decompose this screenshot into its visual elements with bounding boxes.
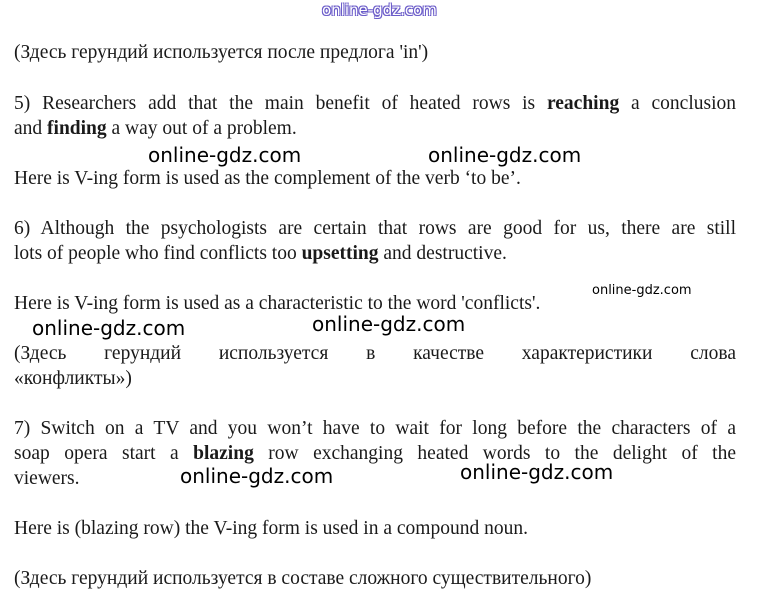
item-6-russian-line-2: «конфликты») [14, 368, 132, 389]
watermark: online-gdz.com [592, 283, 692, 298]
russian-note-1: (Здесь герундий используется после предлога 'in') [14, 42, 429, 63]
text: a way out of a problem. [106, 118, 297, 139]
bold-word-blazing: blazing [193, 443, 254, 464]
text: and [14, 118, 48, 139]
watermark: online-gdz.com [148, 143, 302, 167]
text: soap opera start a [14, 443, 194, 464]
item-5-line-2 [14, 116, 736, 141]
text: 5) Researchers add that the main benefit of heated rows is [14, 93, 547, 114]
item-5-line-1 [14, 91, 736, 116]
text: a conclusion [619, 93, 737, 114]
watermark-top: online-gdz.com [322, 1, 437, 19]
item-6-russian-line-1: (Здесь герундий используется в качестве характеристики слова [14, 343, 736, 364]
item-5-note: Here is V-ing form is used as the complement of the verb ‘to be’. [14, 168, 521, 189]
item-7-line-1: 7) Switch on a TV and you won’t have to wait for long before the characters of a [14, 418, 736, 439]
watermark: online-gdz.com [428, 143, 582, 167]
text: and destructive. [378, 243, 507, 264]
item-6-line-2 [14, 241, 736, 266]
watermark: online-gdz.com [460, 460, 614, 484]
item-7-note: Here is (blazing row) the V-ing form is used in a compound noun. [14, 518, 528, 539]
item-6-note: Here is V-ing form is used as a characteristic to the word 'conflicts'. [14, 293, 541, 314]
bold-word-reaching: reaching [546, 93, 620, 114]
item-7-line-2 [14, 441, 736, 466]
text: row exchanging heated words to the delight of the [253, 443, 736, 464]
item-6-line-1: 6) Although the psychologists are certain that rows are good for us, there are still [14, 218, 736, 239]
bold-word-finding: finding [47, 118, 107, 139]
watermark: online-gdz.com [312, 312, 466, 336]
item-7-line-3: viewers. [14, 468, 80, 489]
watermark: online-gdz.com [180, 464, 334, 488]
bold-word-upsetting: upsetting [301, 243, 379, 264]
item-7-russian-note: (Здесь герундий используется в составе сложного существительного) [14, 568, 592, 589]
text: lots of people who find conflicts too [14, 243, 302, 264]
watermark: online-gdz.com [32, 316, 186, 340]
